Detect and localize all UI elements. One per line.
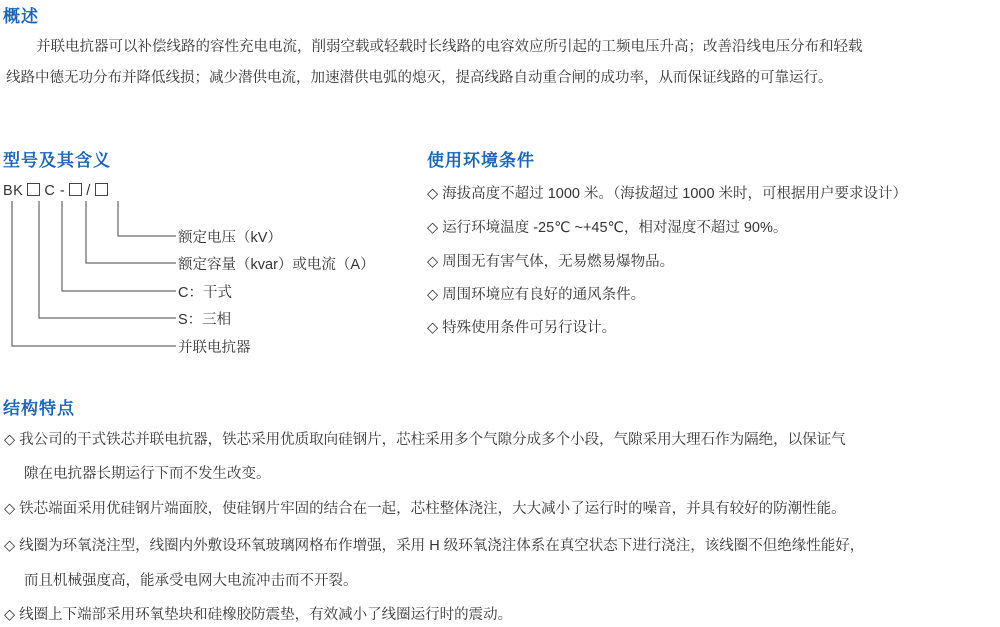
leader-voltage bbox=[118, 201, 176, 236]
features-heading: 结构特点 bbox=[3, 399, 75, 418]
model-leader-lines bbox=[0, 0, 420, 360]
overview-line-2: 线路中德无功分布并降低线损；减少潜供电流，加速潜供电弧的熄灭，提高线路自动重合闸的成功率，从而保证线路的可靠运行。 bbox=[6, 70, 833, 86]
environment-heading: 使用环境条件 bbox=[427, 151, 535, 170]
legend-capacity: 额定容量（kvar）或电流（A） bbox=[178, 257, 375, 273]
feature-item-damping: ◇ 线圈上下端部采用环氧垫块和硅橡胶防震垫，有效减小了线圈运行时的震动。 bbox=[4, 607, 513, 623]
feature-item-coil-cont: 而且机械强度高，能承受电网大电流冲击而不开裂。 bbox=[24, 573, 358, 589]
feature-item-core-cont: 隙在电抗器长期运行下而不发生改变。 bbox=[24, 466, 271, 482]
model-part-c: C - bbox=[44, 183, 66, 199]
environment-item-special: ◇ 特殊使用条件可另行设计。 bbox=[427, 320, 617, 336]
environment-item-ventilation: ◇ 周围环境应有良好的通风条件。 bbox=[427, 287, 646, 303]
environment-item-altitude: ◇ 海拔高度不超过 1000 米。（海拔超过 1000 米时，可根据用户要求设计） bbox=[427, 186, 908, 202]
legend-shunt-reactor: 并联电抗器 bbox=[178, 340, 251, 356]
environment-item-temperature: ◇ 运行环境温度 -25℃ ~+45℃，相对湿度不超过 90%。 bbox=[427, 220, 788, 236]
model-prefix: BK bbox=[3, 183, 24, 199]
feature-item-end-glue: ◇ 铁芯端面采用优硅钢片端面胶，使硅钢片牢固的结合在一起，芯柱整体浇注，大大减小了运行时的噪音，并具有较好的防潮性能。 bbox=[4, 501, 846, 517]
feature-item-coil: ◇ 线圈为环氧浇注型，线圈内外敷设环氧玻璃网格布作增强，采用 H 级环氧浇注体系在真空状态下进行浇注，该线圈不但绝缘性能好， bbox=[4, 538, 865, 554]
leader-three-phase bbox=[39, 201, 176, 318]
leader-capacity bbox=[86, 201, 176, 263]
legend-three-phase: S：三相 bbox=[178, 312, 232, 328]
feature-item-core: ◇ 我公司的干式铁芯并联电抗器，铁芯采用优质取向硅钢片，芯柱采用多个气隙分成多个小段，气隙采用大理石作为隔绝，以保证气 bbox=[4, 432, 846, 448]
overview-heading: 概述 bbox=[3, 7, 39, 26]
model-heading: 型号及其含义 bbox=[3, 151, 111, 170]
overview-line-1: 并联电抗器可以补偿线路的容性充电电流，削弱空载或轻载时长线路的电容效应所引起的工频电压升高；改善沿线电压分布和轻载 bbox=[36, 39, 863, 55]
legend-dry-type: C：干式 bbox=[178, 285, 232, 301]
environment-item-gas: ◇ 周围无有害气体，无易燃易爆物品。 bbox=[427, 254, 675, 270]
legend-voltage: 额定电压（kV） bbox=[178, 230, 282, 246]
leader-dry bbox=[62, 201, 176, 291]
leader-reactor bbox=[12, 201, 176, 346]
model-slash: / bbox=[86, 183, 91, 199]
